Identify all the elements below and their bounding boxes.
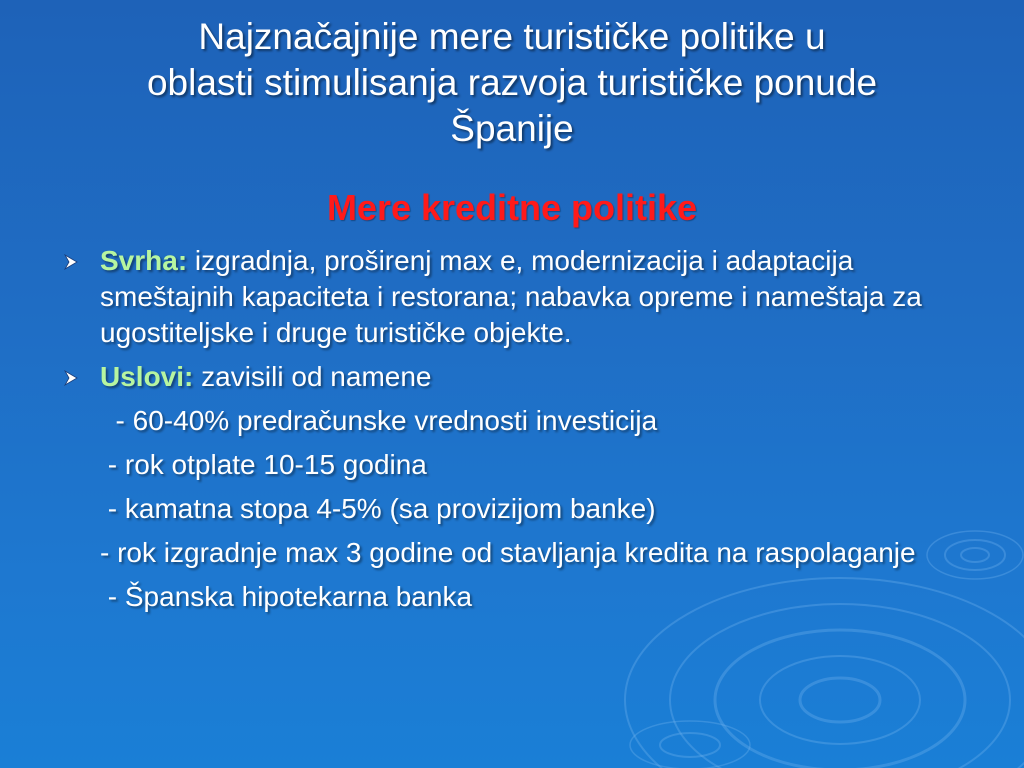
title-line: Španije — [450, 108, 574, 149]
bullet-item — [60, 359, 960, 395]
condition-line: - kamatna stopa 4-5% (sa provizijom banke) — [100, 493, 656, 524]
condition-line: - rok izgradnje max 3 godine od stavljanja kredita na raspolaganje — [100, 537, 916, 568]
bullet-keyword: Svrha: — [100, 245, 188, 276]
title-line: oblasti stimulisanja razvoja turističke ponude — [146, 62, 878, 103]
slide-subtitle: Mere kreditne politike — [326, 187, 698, 228]
condition-line: - 60-40% predračunske vrednosti investicija — [100, 405, 658, 436]
title-line: Najznačajnije mere turističke politike u — [198, 16, 826, 57]
bullet-text: izgradnja, proširenj max e, modernizacija i adaptacija smeštajnih kapaciteta i restorana; nabavka opreme i nameštaja za ugostiteljske i druge turističke objekte. — [100, 245, 922, 348]
condition-line: - Španska hipotekarna banka — [100, 581, 473, 612]
slide-title — [20, 14, 1004, 152]
arrow-bullet-icon — [62, 368, 82, 388]
condition-line: - rok otplate 10-15 godina — [100, 449, 427, 480]
slide-body — [60, 243, 960, 615]
bullet-text: zavisili od namene — [193, 361, 432, 392]
arrow-bullet-icon — [62, 252, 82, 272]
bullet-item — [60, 243, 960, 351]
bullet-keyword: Uslovi: — [100, 361, 194, 392]
